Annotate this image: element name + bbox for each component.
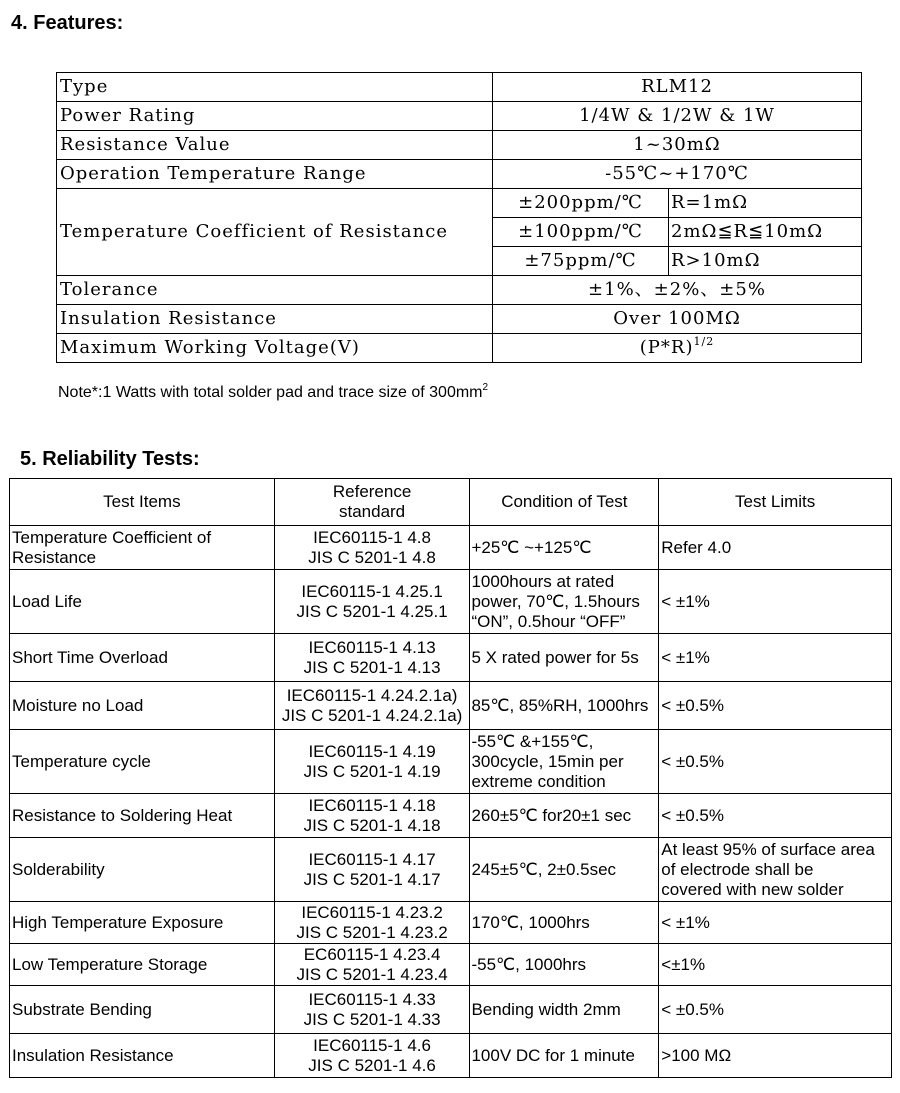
header-reference-line: Reference [332,482,412,501]
table-row [10,682,892,730]
table-row [10,902,892,944]
reference-cell-line: JIS C 5201-1 4.25.1 [296,601,448,621]
test-item-cell-line: Resistance to Soldering Heat [12,805,233,825]
reference-cell-line: JIS C 5201-1 4.23.2 [296,922,448,942]
table-row [57,305,862,334]
reference-cell-line: JIS C 5201-1 4.8 [308,547,436,567]
condition-cell [470,902,659,944]
reference-cell [274,986,470,1034]
table-row [57,73,862,102]
reference-cell [274,634,470,682]
limit-cell [659,682,892,730]
power-rating-label: Power Rating [57,102,493,131]
voltage-formula: (P*R) [639,337,694,358]
test-item-cell [10,944,275,986]
reference-cell-line: JIS C 5201-1 4.17 [303,869,441,889]
reference-cell [274,526,470,570]
limit-cell [659,902,892,944]
reference-cell-line: IEC60115-1 4.25.1 [301,581,443,601]
reference-cell-line: JIS C 5201-1 4.24.2.1a) [281,705,463,725]
condition-cell [470,730,659,794]
features-table [56,72,862,363]
table-row [57,334,862,363]
condition-cell [470,1034,659,1078]
reference-cell [274,570,470,634]
reference-cell [274,730,470,794]
table-row [57,131,862,160]
test-item-cell-line: Temperature cycle [12,751,151,771]
limit-cell [659,570,892,634]
header-row [10,479,892,526]
limit-cell-line: of electrode shall be [661,859,814,879]
table-row [57,189,862,218]
table-row [57,276,862,305]
reference-cell-line: JIS C 5201-1 4.33 [303,1009,441,1029]
type-label: Type [57,73,493,102]
condition-cell [470,634,659,682]
reference-cell-line: IEC60115-1 4.19 [308,741,436,761]
condition-cell-line: -55℃, 1000hrs [471,954,587,974]
condition-cell [470,838,659,902]
reference-cell-line: IEC60115-1 4.24.2.1a) [286,685,458,705]
limit-cell-line: < ±0.5% [661,695,724,715]
tcr-coefficient: ±75ppm/℃ [493,247,669,276]
test-item-cell [10,730,275,794]
limit-cell-line: <±1% [661,954,706,974]
reference-cell-line: IEC60115-1 4.8 [313,527,431,547]
condition-cell-line: 85℃, 85%RH, 1000hrs [471,695,649,715]
limit-cell [659,1034,892,1078]
table-row [10,1034,892,1078]
test-item-cell-line: Low Temperature Storage [12,954,208,974]
limit-cell-line: < ±0.5% [661,751,724,771]
reference-cell-line: JIS C 5201-1 4.19 [303,761,441,781]
condition-cell-line: extreme condition [471,771,606,791]
insulation-value: Over 100MΩ [493,305,862,334]
test-item-cell-line: Temperature Coefficient of [12,527,212,547]
test-item-cell [10,526,275,570]
limit-cell-line: Refer 4.0 [661,537,732,557]
reference-cell [274,838,470,902]
table-row [10,944,892,986]
reference-cell [274,1034,470,1078]
table-row [10,634,892,682]
reference-cell [274,794,470,838]
test-item-cell-line: Load Life [12,591,82,611]
reference-cell-line: JIS C 5201-1 4.13 [303,657,441,677]
insulation-label: Insulation Resistance [57,305,493,334]
temp-range-value: -55℃~+170℃ [493,160,862,189]
table-row [10,838,892,902]
limit-cell-line: At least 95% of surface area [661,839,875,859]
reference-cell-line: JIS C 5201-1 4.23.4 [296,964,448,984]
reference-cell [274,682,470,730]
condition-cell-line: +25℃ ~+125℃ [471,537,592,557]
reference-cell-line: IEC60115-1 4.17 [308,849,436,869]
reference-cell [274,902,470,944]
condition-cell-line: power, 70℃, 1.5hours [471,591,640,611]
header-reference [274,479,470,526]
limit-cell [659,944,892,986]
header-test-items: Test Items [10,479,275,526]
test-item-cell-line: Resistance [12,547,97,567]
table-row [10,986,892,1034]
limit-cell-line: < ±1% [661,912,710,932]
limit-cell [659,730,892,794]
reliability-table [9,478,892,1078]
limit-cell-line: < ±1% [661,591,710,611]
condition-cell [470,682,659,730]
type-value: RLM12 [493,73,862,102]
test-item-cell [10,570,275,634]
test-item-cell [10,634,275,682]
reliability-heading: 5. Reliability Tests: [20,448,200,470]
test-item-cell [10,986,275,1034]
test-item-cell-line: Substrate Bending [12,999,152,1019]
tcr-range: 2mΩ≦R≦10mΩ [669,218,862,247]
test-item-cell-line: Insulation Resistance [12,1045,174,1065]
reference-cell-line: IEC60115-1 4.6 [313,1035,431,1055]
reference-cell [274,944,470,986]
voltage-label: Maximum Working Voltage(V) [57,334,493,363]
table-row [57,102,862,131]
tcr-coefficient: ±200ppm/℃ [493,189,669,218]
condition-cell-line: 300cycle, 15min per [471,751,624,771]
table-row [10,794,892,838]
test-item-cell [10,1034,275,1078]
condition-cell-line: 260±5℃ for20±1 sec [471,805,632,825]
limit-cell [659,634,892,682]
limit-cell-line: covered with new solder [661,879,844,899]
test-item-cell [10,838,275,902]
condition-cell-line: 245±5℃, 2±0.5sec [471,859,617,879]
tcr-label: Temperature Coefficient of Resistance [57,189,493,276]
note-exponent: 2 [482,382,489,393]
voltage-exponent: 1/2 [693,335,715,348]
test-item-cell [10,682,275,730]
reference-cell-line: IEC60115-1 4.23.2 [301,902,443,922]
header-limits: Test Limits [659,479,892,526]
condition-cell [470,526,659,570]
table-row [10,730,892,794]
limit-cell [659,526,892,570]
resistance-value-label: Resistance Value [57,131,493,160]
test-item-cell [10,902,275,944]
condition-cell-line: Bending width 2mm [471,999,621,1019]
reference-cell-line: JIS C 5201-1 4.6 [308,1055,436,1075]
tolerance-label: Tolerance [57,276,493,305]
table-row [10,570,892,634]
features-heading: 4. Features: [11,12,124,34]
limit-cell-line: < ±1% [661,647,710,667]
condition-cell [470,570,659,634]
test-item-cell-line: Moisture no Load [12,695,144,715]
condition-cell-line: 1000hours at rated [471,571,615,591]
reference-cell-line: IEC60115-1 4.33 [308,989,436,1009]
test-item-cell-line: Short Time Overload [12,647,168,667]
condition-cell-line: “ON”, 0.5hour “OFF” [471,611,626,631]
reference-cell-line: IEC60115-1 4.13 [308,637,436,657]
temp-range-label: Operation Temperature Range [57,160,493,189]
reference-cell-line: EC60115-1 4.23.4 [303,944,441,964]
power-rating-value: 1/4W & 1/2W & 1W [493,102,862,131]
test-item-cell-line: Solderability [12,859,105,879]
tcr-range: R=1mΩ [669,189,862,218]
condition-cell-line: 5 X rated power for 5s [471,647,639,667]
tcr-coefficient: ±100ppm/℃ [493,218,669,247]
condition-cell [470,794,659,838]
table-row [57,160,862,189]
condition-cell [470,986,659,1034]
reference-cell-line: JIS C 5201-1 4.18 [303,815,441,835]
condition-cell-line: 100V DC for 1 minute [471,1045,635,1065]
limit-cell [659,794,892,838]
condition-cell-line: 170℃, 1000hrs [471,912,590,932]
limit-cell-line: >100 MΩ [661,1045,732,1065]
limit-cell-line: < ±0.5% [661,999,724,1019]
features-note [58,384,488,402]
reference-cell-line: IEC60115-1 4.18 [308,795,436,815]
limit-cell [659,986,892,1034]
voltage-value [493,334,862,363]
tcr-range: R>10mΩ [669,247,862,276]
test-item-cell-line: High Temperature Exposure [12,912,224,932]
limit-cell [659,838,892,902]
tolerance-value: ±1%、±2%、±5% [493,276,862,305]
note-text: Note*:1 Watts with total solder pad and trace size of 300mm [58,384,483,401]
header-reference-line: standard [338,502,406,521]
condition-cell-line: -55℃ &+155℃, [471,731,594,751]
limit-cell-line: < ±0.5% [661,805,724,825]
test-item-cell [10,794,275,838]
table-row [10,526,892,570]
header-condition: Condition of Test [470,479,659,526]
resistance-value: 1~30mΩ [493,131,862,160]
condition-cell [470,944,659,986]
